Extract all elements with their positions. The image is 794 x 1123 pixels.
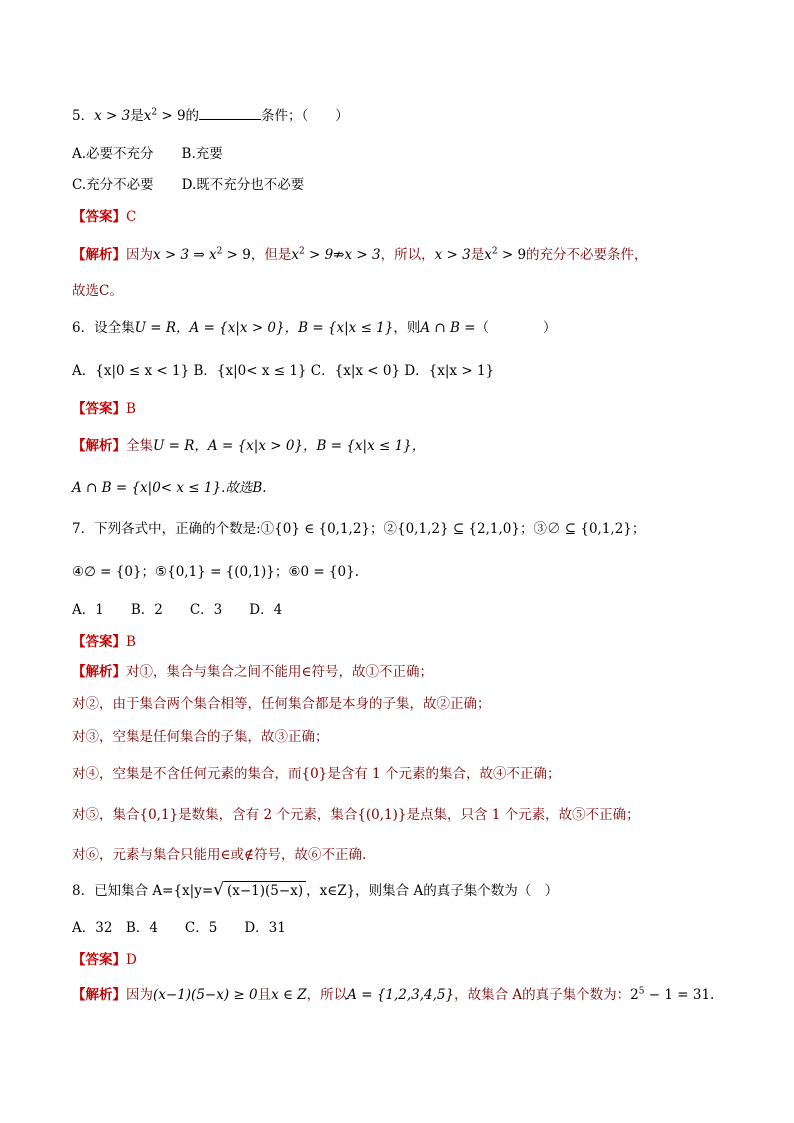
q7-options: A．1 B．2 C．3 D．4 — [72, 602, 283, 618]
q7-analysis-5: 对⑤，集合{0,1}是数集，含有 2 个元素，集合{(0,1)}是点集，只含 1 个元素，故⑤不正确； — [72, 807, 640, 823]
q7-analysis-2: 对②，由于集合两个集合相等，任何集合都是本身的子集，故②正确； — [72, 696, 491, 712]
q5-analysis-cont: 故选C。 — [72, 283, 123, 299]
q6-answer: 【答案】B — [72, 401, 136, 417]
q7-analysis-3: 对③，空集是任何集合的子集，故③正确； — [72, 729, 329, 745]
q5-option-c: C.充分不必要 — [72, 177, 154, 193]
answer-tag: 【答案】 — [72, 634, 126, 650]
radical-sign: √ — [213, 880, 224, 900]
q5-option-b: B.充要 — [181, 146, 223, 162]
fill-blank — [199, 107, 261, 120]
q7-stem-cont: ④∅ = {0}；⑤{0,1} = {(0,1)}；⑥0 = {0}. — [72, 564, 359, 580]
analysis-tag: 【解析】 — [72, 664, 126, 680]
q5-answer: 【答案】C — [72, 209, 137, 225]
q7-analysis: 【解析】对①，集合与集合之间不能用∈符号，故①不正确； — [72, 664, 433, 680]
q5-options-row2 — [72, 175, 304, 195]
q6-options: A．{x|0 ≤ x < 1} B．{x|0< x ≤ 1} C．{x|x < 0} D．{x|x > 1} — [72, 363, 495, 379]
q6-stem: 6．设全集U = R，A = {x|x > 0}，B = {x|x ≤ 1}，则A ∩ B =（ ） — [72, 320, 557, 336]
q8-analysis: 【解析】因为(x−1)(5−x) ≥ 0且x ∈ Z，所以A = {1,2,3,4,5}，故集合 A的真子集个数为：$2^5 - 1 = 31$. — [72, 986, 715, 1003]
q7-analysis-4: 对④，空集是不含任何元素的集合，而{0}是含有 1 个元素的集合，故④不正确； — [72, 766, 561, 782]
q7-analysis-6: 对⑥，元素与集合只能用∈或∉符号，故⑥不正确. — [72, 847, 367, 863]
analysis-tag: 【解析】 — [72, 247, 126, 263]
q6-analysis: 【解析】全集U = R，A = {x|x > 0}，B = {x|x ≤ 1}， — [72, 438, 426, 454]
q8-options: A．32 B．4 C．5 D．31 — [72, 920, 286, 936]
q7-stem: 7．下列各式中，正确的个数是:①{0} ∈ {0,1,2}；②{0,1,2} ⊆ {2,1,0}；③∅ ⊆ {0,1,2}； — [72, 521, 646, 537]
radicand: (x−1)(5−x) — [224, 881, 306, 900]
q5-number: 5． — [72, 108, 95, 124]
q5-option-a: A.必要不充分 — [72, 146, 154, 162]
q8-stem: 8．已知集合 A={x|y=√ (x−1)(5−x) ，x∈Z}，则集合 A的真子集个数为（ ） — [72, 880, 559, 900]
answer-tag: 【答案】 — [72, 952, 126, 968]
q8-answer: 【答案】D — [72, 952, 137, 968]
q5-stem: 5．x > 3是$x^2 > 9$的 条件；（ ） — [72, 107, 349, 124]
q5-option-d: D.既不充分也不必要 — [181, 177, 305, 193]
answer-tag: 【答案】 — [72, 401, 126, 417]
analysis-tag: 【解析】 — [72, 438, 126, 454]
answer-tag: 【答案】 — [72, 209, 126, 225]
analysis-tag: 【解析】 — [72, 987, 126, 1003]
q5-analysis: 【解析】因为x > 3 ⇒ $x^2 > 9$，但是$x^2$ > 9⇏x > 3，所以，x > 3是$x^2 > 9$的充分不必要条件， — [72, 246, 648, 263]
q7-answer: 【答案】B — [72, 634, 136, 650]
q5-options-row1 — [72, 144, 223, 164]
q6-analysis-cont: A ∩ B = {x|0< x ≤ 1}.故选B. — [72, 480, 267, 496]
